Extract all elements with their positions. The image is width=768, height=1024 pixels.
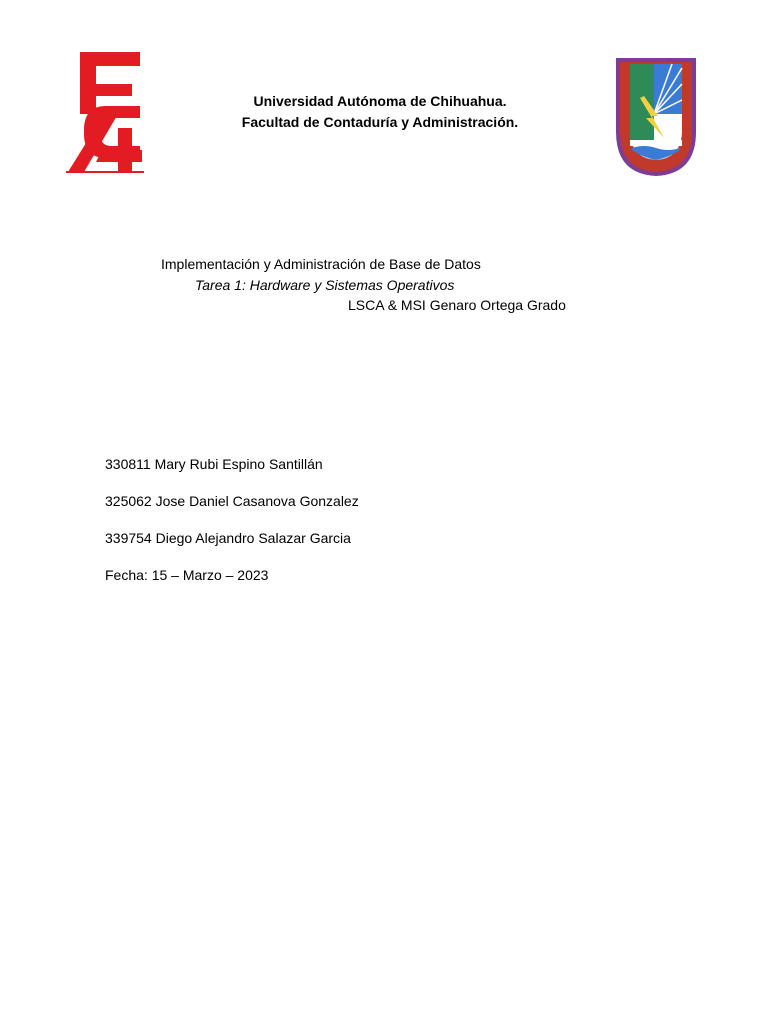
- document-date: Fecha: 15 – Marzo – 2023: [105, 567, 269, 583]
- university-name: Universidad Autónoma de Chihuahua.: [253, 93, 507, 109]
- course-subject: Implementación y Administración de Base de Datos: [161, 256, 481, 272]
- fca-logo-icon: [66, 50, 144, 174]
- student-entry: 339754 Diego Alejandro Salazar Garcia: [105, 530, 351, 546]
- student-entry: 325062 Jose Daniel Casanova Gonzalez: [105, 493, 359, 509]
- teacher-name: LSCA & MSI Genaro Ortega Grado: [348, 297, 566, 313]
- faculty-name: Facultad de Contaduría y Administración.: [241, 114, 519, 130]
- uach-shield-logo-icon: [610, 54, 702, 178]
- task-title: Tarea 1: Hardware y Sistemas Operativos: [195, 277, 455, 293]
- student-entry: 330811 Mary Rubi Espino Santillán: [105, 456, 323, 472]
